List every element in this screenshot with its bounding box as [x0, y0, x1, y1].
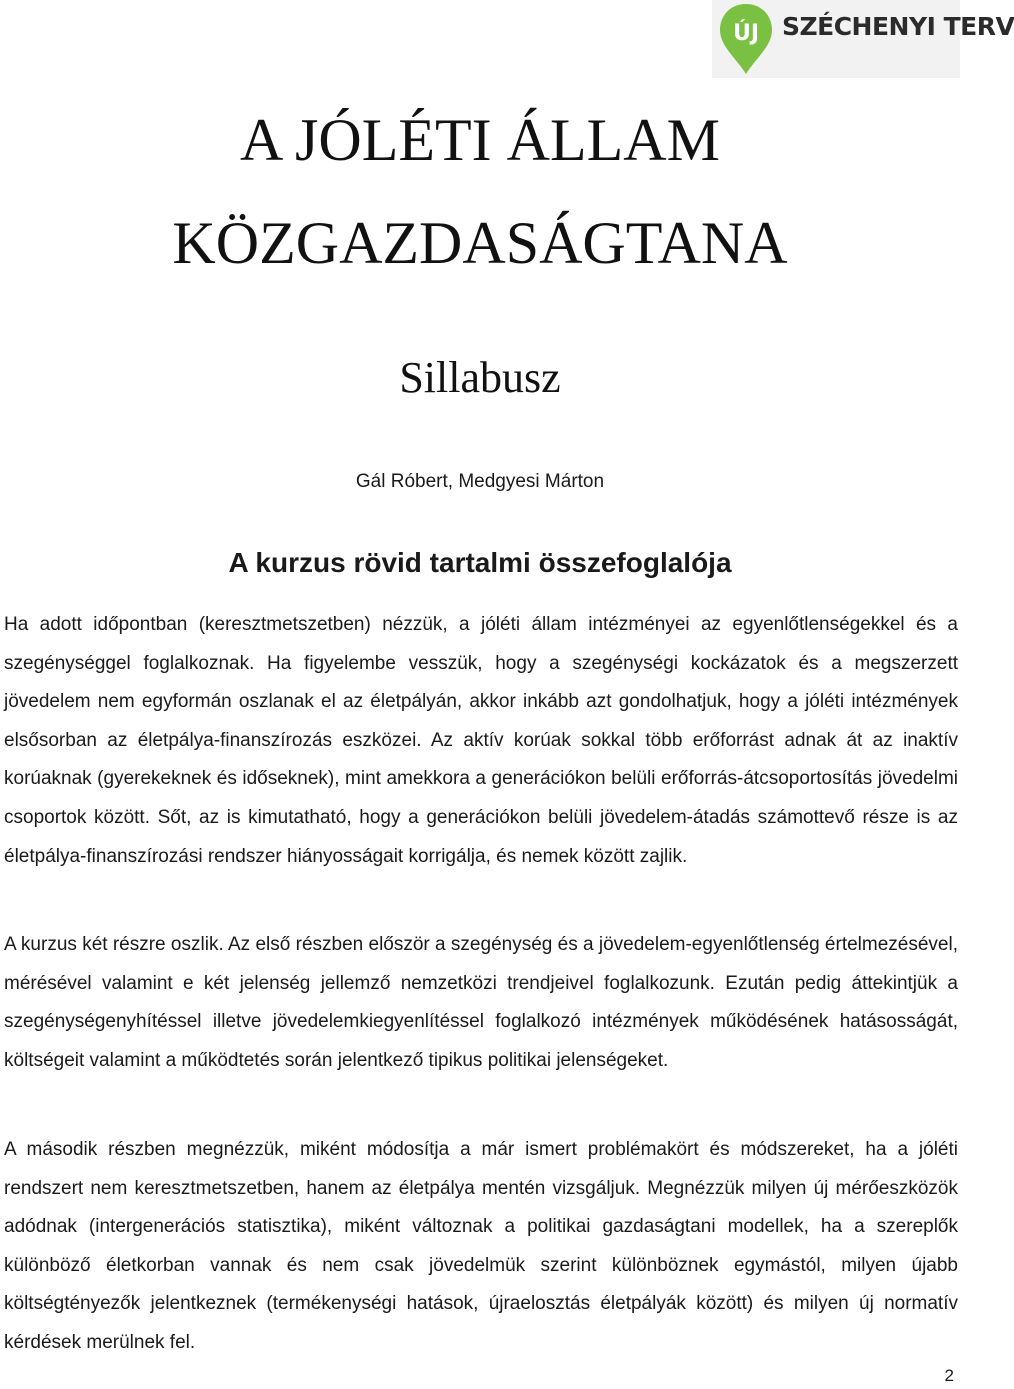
paragraph-2: A kurzus két részre oszlik. Az első részben először a szegénység és a jövedelem-egyenlőtlenség értelmezésével, mérésével valamint e két jelenség jellemző nemzetközi trendjeivel foglalkozunk. Ezután pedig áttekintjük a szegénységenyhítéssel illetve jövedelemkiegyenlítéssel foglalkozó intézmények működésének hatásosságát, költségeit valamint a működtetés során jelentkező tipikus politikai jelenségeket.	[4, 934, 958, 1071]
document-title-line1: A JÓLÉTI ÁLLAM	[240, 107, 720, 173]
logo-pin-text: ÚJ	[732, 21, 760, 46]
logo-text: SZÉCHENYI TERV	[782, 12, 1014, 41]
document-subtitle: Sillabusz	[399, 353, 561, 402]
authors: Gál Róbert, Medgyesi Márton	[355, 471, 605, 492]
paragraph-3: A második részben megnézzük, miként módosítja a már ismert problémakört és módszereket, ha a jóléti rendszert nem keresztmetszetben, hanem az életpálya mentén vizsgáljuk. Megnézzük milyen új mérőeszközök adódnak (intergenerációs statisztika), miként változnak a politikai gazdaságtani modellek, ha a szereplők különböző életkorban vannak és nem csak jövedelmük szerint különböznek egymástól, milyen újabb költségtényezők jelentkeznek (termékenységi hatások, újraelosztás életpályák között) és milyen új normatív kérdések merülnek fel.	[4, 1139, 958, 1353]
location-pin-icon	[716, 0, 776, 78]
section-heading: A kurzus rövid tartalmi összefoglalója	[228, 547, 732, 578]
page-number: 2	[944, 1366, 954, 1385]
paragraph-1: Ha adott időpontban (keresztmetszetben) nézzük, a jóléti állam intézményei az egyenlőtlenségekkel és a szegénységgel foglalkoznak. Ha figyelembe vesszük, hogy a szegénységi kockázatok és a megszerzett jövedelem nem egyformán oszlanak el az életpályán, akkor inkább azt gondolhatjuk, hogy a jóléti intézmények elsősorban az életpálya-finanszírozás eszközei. Az aktív korúak sokkal több erőforrást adnak át az inaktív korúaknak (gyerekeknek és időseknek), mint amekkora a generációkon belüli erőforrás-átcsoportosítás jövedelmi csoportok között. Sőt, az is kimutatható, hogy a generációkon belüli jövedelem-átadás számottevő része is az életpálya-finanszírozási rendszer hiányosságait korrigálja, és nemek között zajlik.	[4, 614, 958, 867]
szechenyi-terv-logo	[712, 0, 1014, 78]
document-title-line2: KÖZGAZDASÁGTANA	[172, 210, 788, 276]
